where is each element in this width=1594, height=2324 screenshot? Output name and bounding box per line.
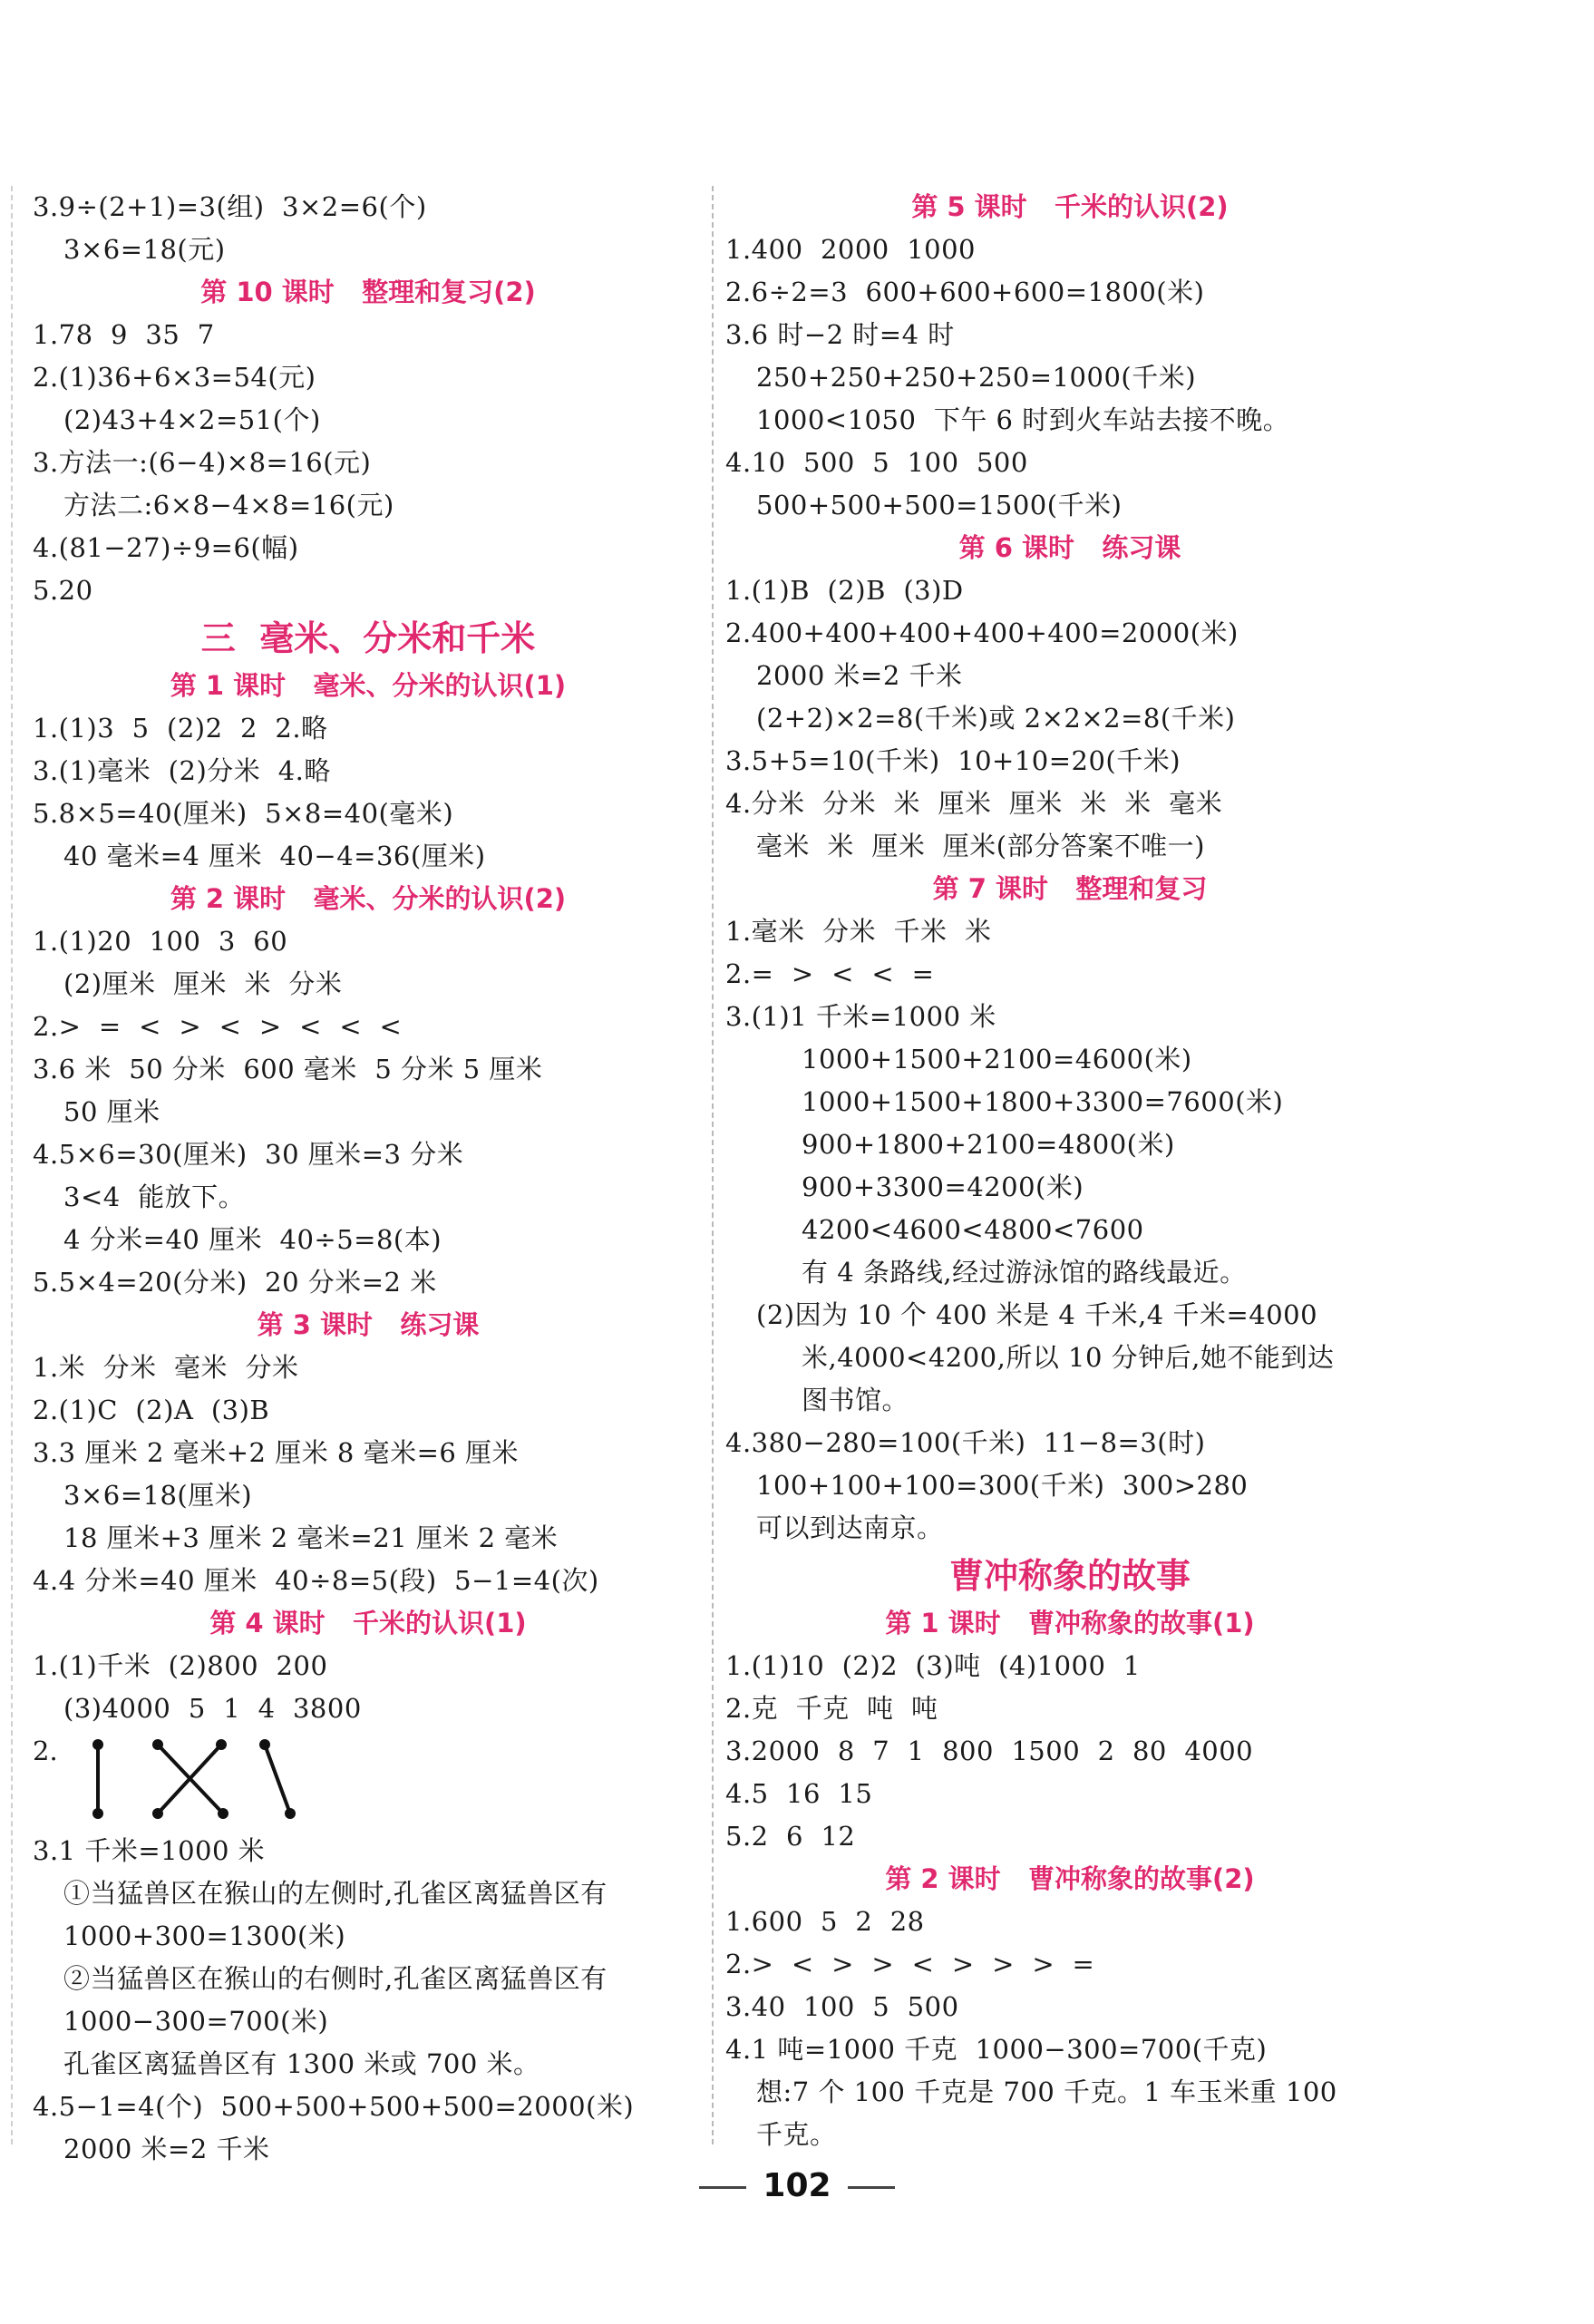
left-edge-divider (11, 186, 13, 2144)
column-divider (712, 186, 714, 2144)
lesson-heading: 第 4 课时 千米的认识(1) (209, 1608, 527, 1638)
answer-line: 900+3300=4200(米) (802, 1172, 1084, 1202)
answer-line: 2000 米=2 千米 (756, 660, 963, 691)
answer-line: 3×6=18(元) (63, 234, 226, 265)
answer-line: 4.4 分米=40 厘米 40÷8=5(段) 5−1=4(次) (33, 1565, 599, 1596)
answer-line: 4200<4600<4800<7600 (802, 1214, 1144, 1245)
answer-line: 4.(81−27)÷9=6(幅) (33, 532, 299, 563)
matching-dot (152, 1739, 163, 1750)
answer-line: ②当猛兽区在猴山的右侧时,孔雀区离猛兽区有 (63, 1963, 607, 1994)
answer-line: 3.2000 8 7 1 800 1500 2 80 4000 (725, 1736, 1254, 1766)
left-column (33, 186, 704, 2171)
matching-dot (216, 1739, 227, 1750)
answer-line: 3.6 米 50 分米 600 毫米 5 分米 5 厘米 (33, 1054, 543, 1084)
matching-dot (92, 1808, 103, 1819)
answer-line: 3.9÷(2+1)=3(组) 3×2=6(个) (33, 191, 427, 222)
answer-line: 2.> = < > < > < < < (33, 1011, 403, 1042)
footer-dash-left (699, 2186, 746, 2189)
answer-line: (2)厘米 厘米 米 分米 (63, 968, 343, 999)
lesson-heading: 第 2 课时 曹冲称象的故事(2) (885, 1863, 1255, 1894)
answer-line: 4.5 16 15 (725, 1778, 873, 1809)
answer-line: 3.40 100 5 500 (725, 1991, 959, 2022)
answer-line: 3.(1)毫米 (2)分米 4.略 (33, 755, 331, 786)
answer-line: 3.方法一:(6−4)×8=16(元) (33, 447, 372, 478)
answer-line: 2.6÷2=3 600+600+600=1800(米) (725, 277, 1205, 307)
answer-line: 3.5+5=10(千米) 10+10=20(千米) (725, 745, 1181, 776)
answer-line: 4.380−280=100(千米) 11−8=3(时) (725, 1427, 1206, 1458)
page-number-footer (0, 2167, 1594, 2204)
answer-line: 4 分米=40 厘米 40÷5=8(本) (63, 1224, 442, 1255)
answer-line: 1000+1500+2100=4600(米) (802, 1044, 1192, 1074)
matching-diagram (33, 1730, 704, 1830)
answer-line: 100+100+100=300(千米) 300>280 (756, 1470, 1249, 1501)
answer-line: 4.5×6=30(厘米) 30 厘米=3 分米 (33, 1139, 464, 1170)
answer-line: 2.400+400+400+400+400=2000(米) (725, 617, 1239, 648)
matching-line (265, 1745, 290, 1813)
answer-line: (3)4000 5 1 4 3800 (63, 1693, 362, 1724)
answer-line: 1.(1)3 5 (2)2 2 2.略 (33, 713, 328, 744)
lesson-heading: 第 1 课时 曹冲称象的故事(1) (885, 1608, 1255, 1638)
lesson-heading: 第 6 课时 练习课 (958, 532, 1181, 563)
answer-line: 4.5−1=4(个) 500+500+500+500=2000(米) (33, 2091, 635, 2122)
lesson-heading: 第 5 课时 千米的认识(2) (911, 191, 1229, 222)
answer-line: 1.400 2000 1000 (725, 234, 976, 265)
matching-lines-figure (51, 1734, 305, 1824)
answer-line: 图书馆。 (802, 1385, 909, 1415)
answer-line: 2.> < > > < > > > = (725, 1949, 1095, 1979)
answer-line: ①当猛兽区在猴山的左侧时,孔雀区离猛兽区有 (63, 1878, 607, 1909)
answer-line: 5.5×4=20(分米) 20 分米=2 米 (33, 1267, 437, 1298)
answer-line: 1000−300=700(米) (63, 2006, 329, 2037)
answer-line: 3.1 千米=1000 米 (33, 1835, 266, 1866)
answer-line: 米,4000<4200,所以 10 分钟后,她不能到达 (802, 1342, 1335, 1373)
lesson-heading: 第 2 课时 毫米、分米的认识(2) (170, 883, 567, 914)
answer-line: 500+500+500=1500(千米) (756, 490, 1123, 520)
matching-dot (285, 1808, 296, 1819)
answer-line: 250+250+250+250=1000(千米) (756, 362, 1197, 393)
answer-line: 1000+1500+1800+3300=7600(米) (802, 1086, 1284, 1117)
answer-line: 3×6=18(厘米) (63, 1480, 253, 1511)
answer-line: 5.8×5=40(厘米) 5×8=40(毫米) (33, 798, 454, 829)
lesson-heading: 第 1 课时 毫米、分米的认识(1) (170, 670, 567, 701)
answer-line: 想:7 个 100 千克是 700 千克。1 车玉米重 100 (756, 2076, 1337, 2107)
answer-line: 方法二:6×8−4×8=16(元) (63, 490, 394, 520)
answer-line: 3.6 时−2 时=4 时 (725, 319, 955, 350)
answer-line: 3.(1)1 千米=1000 米 (725, 1001, 996, 1032)
answer-line: 5.20 (33, 575, 93, 606)
matching-dot (152, 1808, 163, 1819)
answer-line: 2000 米=2 千米 (63, 2134, 270, 2164)
footer-dash-right (848, 2186, 895, 2189)
unit-heading: 三 毫米、分米和千米 (200, 618, 536, 658)
right-column (725, 186, 1414, 2156)
page-number: 102 (763, 2167, 831, 2204)
answer-line: 1000<1050 下午 6 时到火车站去接不晚。 (756, 404, 1290, 435)
answer-line: 有 4 条路线,经过游泳馆的路线最近。 (802, 1257, 1247, 1288)
answer-line: 18 厘米+3 厘米 2 毫米=21 厘米 2 毫米 (63, 1522, 559, 1553)
answer-line: 孔雀区离猛兽区有 1300 米或 700 米。 (63, 2048, 540, 2079)
answer-line: 毫米 米 厘米 厘米(部分答案不唯一) (756, 831, 1205, 861)
lesson-heading: 第 10 课时 整理和复习(2) (200, 277, 536, 307)
answer-line: 4.10 500 5 100 500 (725, 447, 1028, 478)
answer-line: 1.(1)20 100 3 60 (33, 926, 288, 957)
answer-line: 2.(1)36+6×3=54(元) (33, 362, 316, 393)
answer-line: 2.克 千克 吨 吨 (725, 1693, 938, 1724)
lesson-heading: 第 3 课时 练习课 (257, 1309, 480, 1340)
answer-line: 1.毫米 分米 千米 米 (725, 916, 992, 947)
matching-dot (92, 1739, 103, 1750)
unit-heading: 曹冲称象的故事 (948, 1556, 1191, 1596)
answer-line: 1.米 分米 毫米 分米 (33, 1352, 299, 1383)
answer-line: 50 厘米 (63, 1096, 160, 1127)
matching-dot (259, 1739, 270, 1750)
answer-line: 1.(1)B (2)B (3)D (725, 575, 964, 606)
answer-line: 2.= > < < = (725, 958, 935, 989)
answer-line: 4.分米 分米 米 厘米 厘米 米 米 毫米 (725, 788, 1223, 819)
answer-line: 1000+300=1300(米) (63, 1920, 346, 1951)
answer-line: 1.(1)千米 (2)800 200 (33, 1650, 328, 1681)
answer-line: (2)43+4×2=51(个) (63, 404, 321, 435)
lesson-heading: 第 7 课时 整理和复习 (932, 873, 1208, 904)
answer-line: 1.(1)10 (2)2 (3)吨 (4)1000 1 (725, 1650, 1141, 1681)
answer-line: 5.2 6 12 (725, 1821, 856, 1852)
matching-dot (218, 1808, 228, 1819)
answer-line: (2)因为 10 个 400 米是 4 千米,4 千米=4000 (756, 1299, 1318, 1330)
answer-line: 千克。 (756, 2119, 837, 2150)
answer-line: 1.78 9 35 7 (33, 319, 215, 350)
answer-line: 2.(1)C (2)A (3)B (33, 1395, 270, 1425)
answer-line: 3.3 厘米 2 毫米+2 厘米 8 毫米=6 厘米 (33, 1437, 520, 1468)
answer-line: 900+1800+2100=4800(米) (802, 1129, 1175, 1160)
answer-line: 4.1 吨=1000 千克 1000−300=700(千克) (725, 2034, 1268, 2065)
question-number: 2. (33, 1736, 58, 1766)
answer-line: (2+2)×2=8(千米)或 2×2×2=8(千米) (756, 703, 1236, 734)
answer-line: 3<4 能放下。 (63, 1181, 246, 1212)
answer-line: 40 毫米=4 厘米 40−4=36(厘米) (63, 841, 486, 871)
answer-line: 1.600 5 2 28 (725, 1906, 925, 1937)
answer-line: 可以到达南京。 (756, 1512, 944, 1543)
